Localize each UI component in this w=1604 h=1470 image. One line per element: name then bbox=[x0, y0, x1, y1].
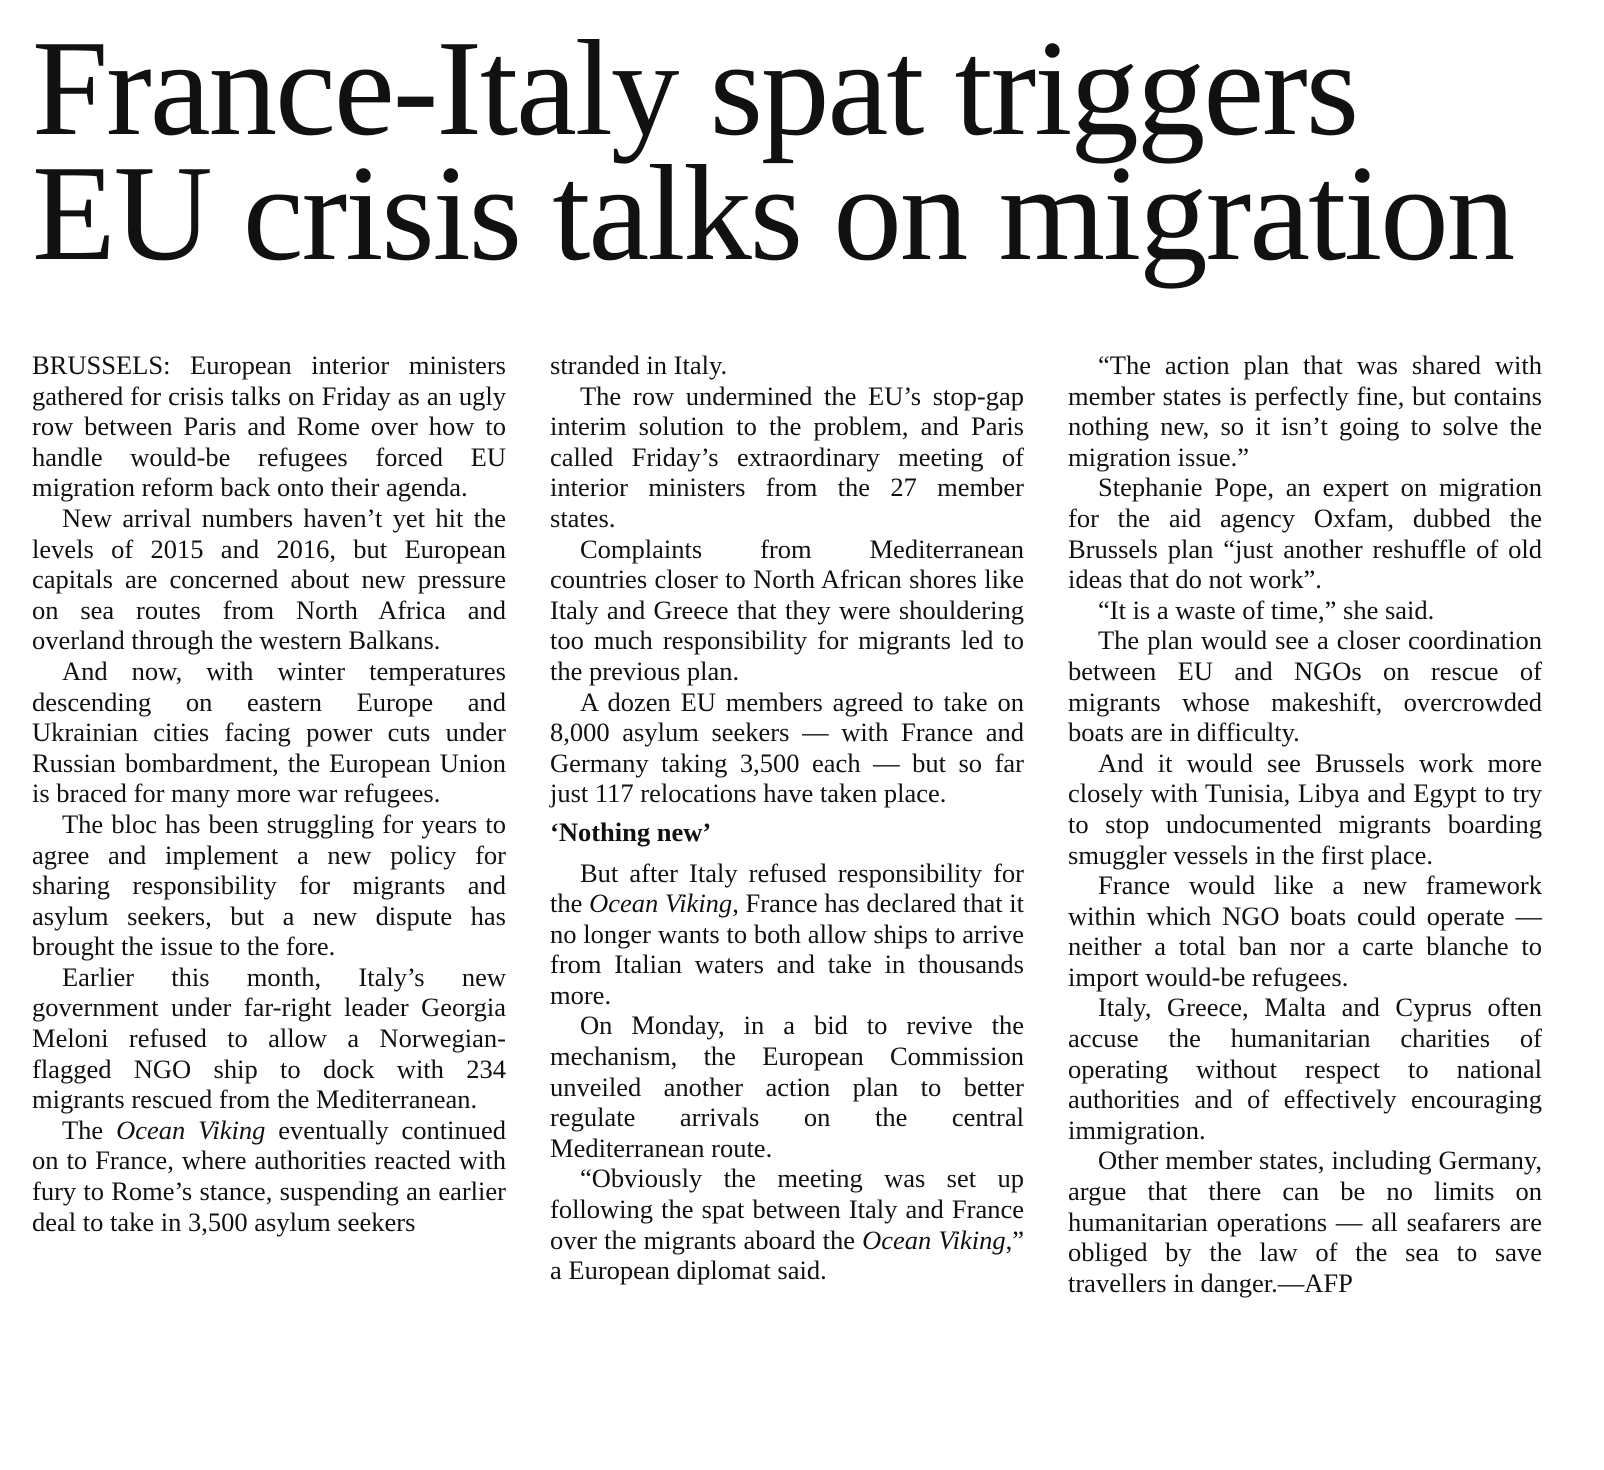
paragraph: The Ocean Viking eventually continued on to France, where authorities reacted with fury to Rome’s stance, suspending an earlier deal to take in 3,500 asylum seekers bbox=[32, 1114, 507, 1237]
column-3 bbox=[1068, 350, 1542, 1298]
paragraph: “It is a waste of time,” she said. bbox=[1098, 594, 1435, 625]
paragraph: “Obviously the meeting was set up following the spat between Italy and France over the migrants aboard the Ocean Viking,” a European diplomat said. bbox=[550, 1163, 1024, 1286]
paragraph: Stephanie Pope, an expert on migration for the aid agency Oxfam, dubbed the Brussels plan “just another reshuffle of old ideas that do not work”. bbox=[1068, 472, 1542, 595]
article-body bbox=[32, 350, 1542, 1298]
paragraph: Italy, Greece, Malta and Cyprus often accuse the humanitarian charities of operating without respect to national authorities and of effectively encouraging immigration. bbox=[1068, 992, 1542, 1145]
headline-line-1: France-Italy spat triggers bbox=[32, 12, 1358, 164]
subheading: ‘Nothing new’ bbox=[550, 816, 712, 847]
paragraph: The plan would see a closer coordination between EU and NGOs on rescue of migrants whose makeshift, overcrowded boats are in difficulty. bbox=[1068, 625, 1542, 748]
paragraph: On Monday, in a bid to revive the mechanism, the European Commission unveiled another action plan to better regulate arrivals on the central Mediterranean route. bbox=[550, 1010, 1024, 1163]
paragraph: And now, with winter temperatures descending on eastern Europe and Ukrainian cities facing power cuts under Russian bombardment, the European Union is braced for many more war refugees. bbox=[32, 655, 506, 809]
column-1 bbox=[32, 350, 506, 1298]
paragraph: France would like a new framework within which NGO boats could operate — neither a total ban nor a carte blanche to import would-be refugees. bbox=[1068, 870, 1542, 992]
paragraph-continuation: stranded in Italy. bbox=[550, 350, 728, 380]
column-2 bbox=[550, 350, 1024, 1298]
paragraph: A dozen EU members agreed to take on 8,000 asylum seekers — with France and Germany taking 3,500 each — but so far just 117 relocations have taken place. bbox=[550, 686, 1024, 809]
headline bbox=[32, 12, 1572, 289]
paragraph: The row undermined the EU’s stop-gap interim solution to the problem, and Paris called Friday’s extraordinary meeting of interior ministers from the 27 member states. bbox=[550, 380, 1024, 533]
paragraph: But after Italy refused responsibility for the Ocean Viking, France has declared that it no longer wants to both allow ships to arrive from Italian waters and take in thousands more. bbox=[550, 857, 1025, 1010]
paragraph: “The action plan that was shared with member states is perfectly fine, but contains nothing new, so it isn’t going to solve the migration issue.” bbox=[1068, 350, 1542, 472]
ship-name: Ocean Viking bbox=[116, 1114, 266, 1145]
paragraph: Earlier this month, Italy’s new government under far-right leader Georgia Meloni refused to allow a Norwegian-flagged NGO ship to dock with 234 migrants rescued from the Mediterranean. bbox=[32, 961, 506, 1115]
ship-name: Ocean Viking bbox=[862, 1224, 1006, 1255]
paragraph: BRUSSELS: European interior ministers gathered for crisis talks on Friday as an ugly row between Paris and Rome over how to handle would-be refugees forced EU migration reform back onto their agenda. bbox=[32, 350, 506, 503]
ship-name: Ocean Viking bbox=[589, 888, 733, 919]
paragraph: The bloc has been struggling for years to agree and implement a new policy for sharing responsibility for migrants and asylum seekers, but a new dispute has brought the issue to the fore. bbox=[32, 808, 506, 962]
paragraph: And it would see Brussels work more closely with Tunisia, Libya and Egypt to try to stop undocumented migrants boarding smuggler vessels in the first place. bbox=[1068, 747, 1542, 870]
paragraph: Other member states, including Germany, argue that there can be no limits on humanitarian operations — all seafarers are obliged by the law of the sea to save travellers in danger.—AFP bbox=[1068, 1145, 1542, 1298]
paragraph: Complaints from Mediterranean countries closer to North African shores like Italy and Greece that they were shouldering too much responsibility for migrants led to the previous plan. bbox=[550, 533, 1024, 686]
headline-line-2: EU crisis talks on migration bbox=[32, 137, 1514, 289]
paragraph: New arrival numbers haven’t yet hit the levels of 2015 and 2016, but European capitals are concerned about new pressure on sea routes from North Africa and overland through the western Balkans. bbox=[32, 502, 506, 656]
